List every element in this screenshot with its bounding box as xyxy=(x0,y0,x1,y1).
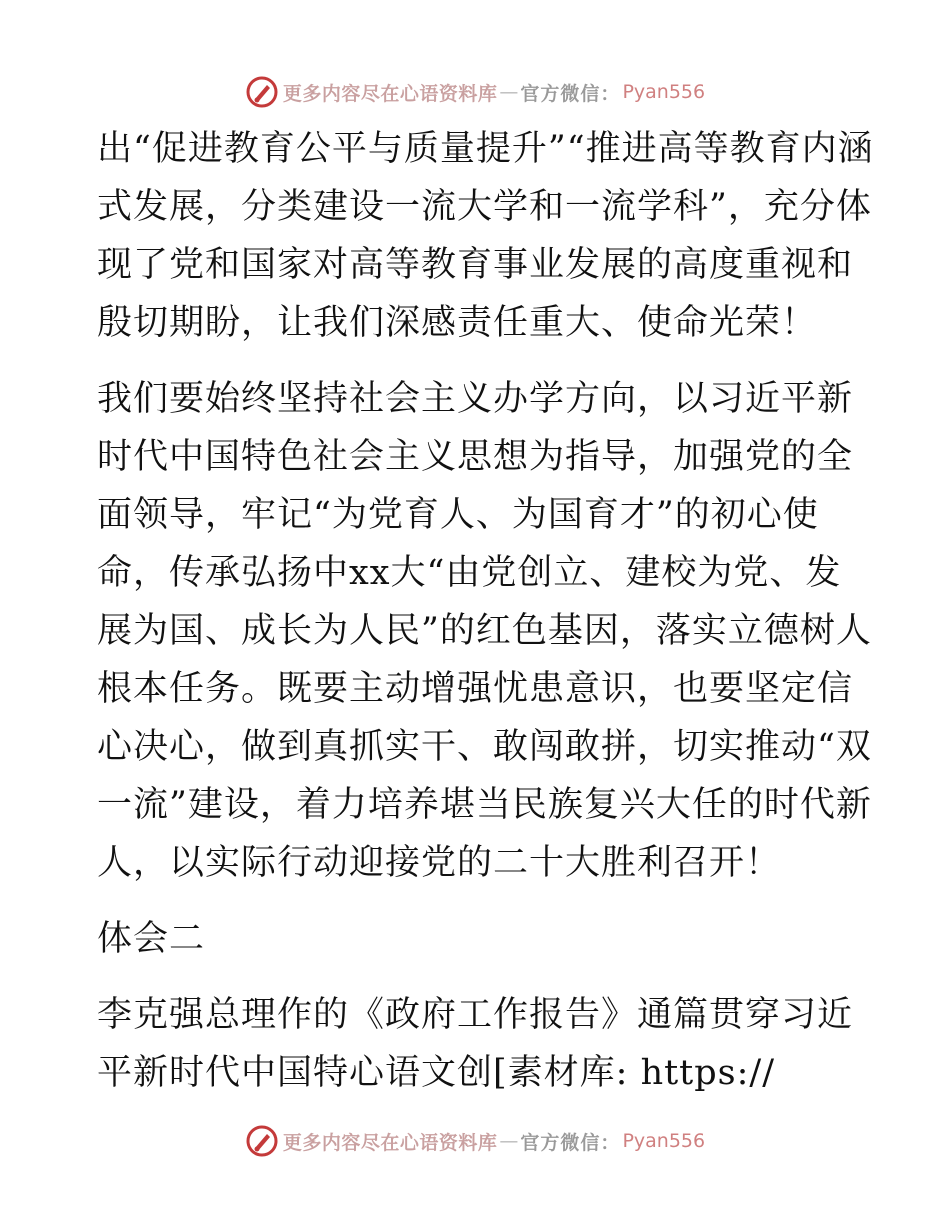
watermark-dash: — xyxy=(499,81,519,103)
paragraph-3: 李克强总理作的《政府工作报告》通篇贯穿习近平新时代中国特心语文创[素材库: https:// xyxy=(97,995,854,1093)
watermark-main-text: 更多内容尽在心语资料库 xyxy=(282,82,498,105)
watermark-official-label: 官方微信： xyxy=(520,1131,621,1154)
footer-watermark xyxy=(0,1121,950,1161)
header-watermark xyxy=(0,72,950,112)
watermark-dash: — xyxy=(499,1130,519,1152)
watermark-main-text: 更多内容尽在心语资料库 xyxy=(282,1131,498,1154)
watermark-official-label: 官方微信： xyxy=(520,82,621,105)
paragraph-2: 我们要始终坚持社会主义办学方向，以习近平新时代中国特色社会主义思想为指导，加强党的全面领导，牢记“为党育人、为国育才”的初心使命，传承弘扬中xx大“由党创立、建校为党、发展为国、成长为人民”的红色基因，落实立德树人根本任务。既要主动增强忧患意识，也要坚定信心决心，做到真抓实干、敢闯敢拼，切实推动“双一流”建设，着力培养堪当民族复兴大任的时代新人，以实际行动迎接党的二十大胜利召开！ xyxy=(97,379,872,883)
section-heading: 体会二 xyxy=(97,919,206,959)
paragraph-1: 出“促进教育公平与质量提升”“推进高等教育内涵式发展，分类建设一流大学和一流学科”，充分体现了党和国家对高等教育事业发展的高度重视和殷切期盼，让我们深感责任重大、使命光荣！ xyxy=(97,129,874,343)
watermark-wechat-id: Pyan556 xyxy=(622,81,706,103)
pen-logo-icon xyxy=(245,1124,279,1158)
document-body xyxy=(97,120,877,1120)
pen-logo-icon xyxy=(245,75,279,109)
watermark-wechat-id: Pyan556 xyxy=(622,1130,706,1152)
